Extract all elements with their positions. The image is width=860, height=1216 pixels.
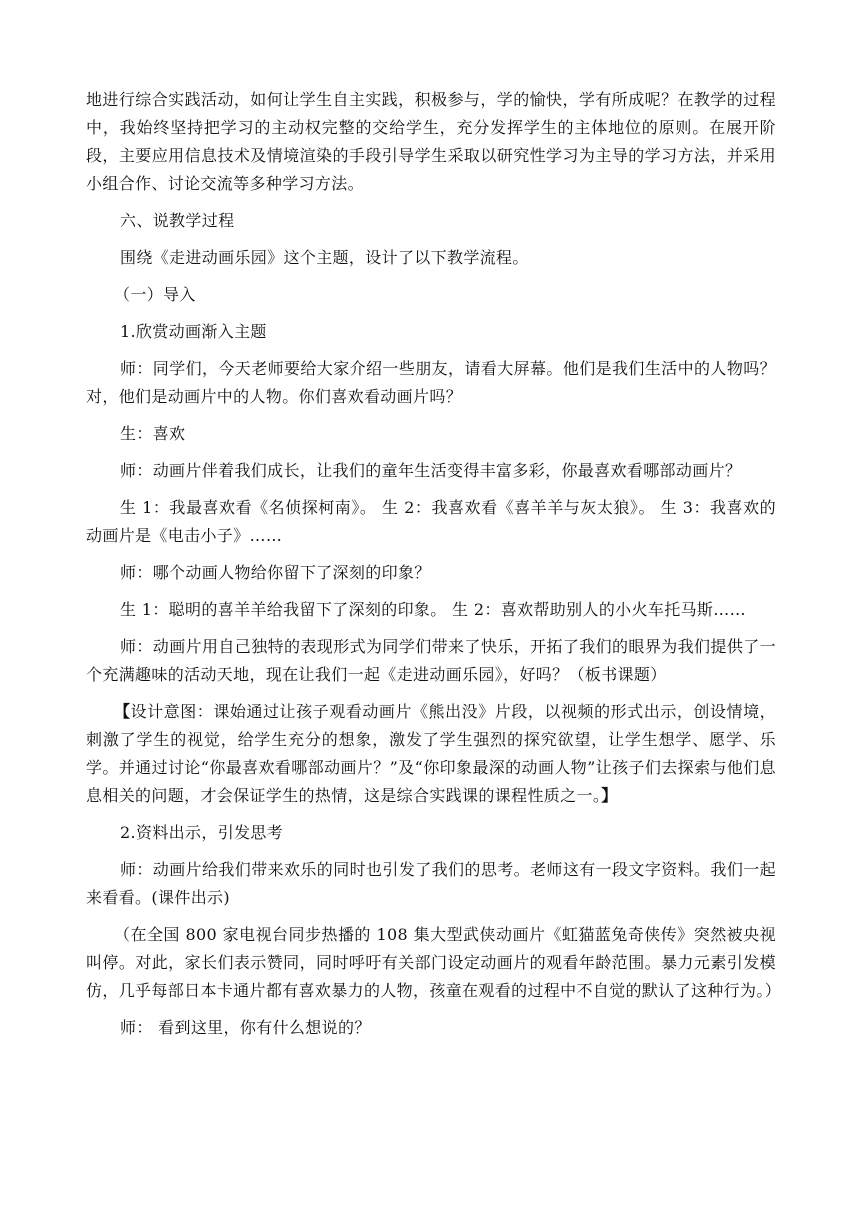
design-note-open-bracket: 【: [114, 702, 131, 721]
document-body: [86, 86, 782, 1051]
dialogue-teacher-6: 师： 看到这里，你有什么想说的？: [120, 1018, 371, 1037]
paragraph-method-summary: 地进行综合实践活动，如何让学生自主实践，积极参与，学的愉快，学有所成呢？在教学的过程中，我始终坚持把学习的主动权完整的交给学生，充分发挥学生的主体地位的原则。在展开阶段，主要应用信息技术及情境渲染的手段引导学生采取以研究性学习为主导的学习方法，并采用小组合作、讨论交流等多种学习方法。: [86, 90, 776, 193]
dialogue-students-3: 生 1：聪明的喜羊羊给我留下了深刻的印象。 生 2：喜欢帮助别人的小火车托马斯……: [120, 600, 746, 619]
dialogue-teacher-5: 师：动画片给我们带来欢乐的同时也引发了我们的思考。老师这有一段文字资料。我们一起来看看。(课件出示): [86, 860, 776, 907]
dialogue-teacher-2: 师：动画片伴着我们成长，让我们的童年生活变得丰富多彩，你最喜欢看哪部动画片？: [120, 461, 742, 480]
dialogue-teacher-1: 师：同学们，今天老师要给大家介绍一些朋友，请看大屏幕。他们是我们生活中的人物吗？对，他们是动画片中的人物。你们喜欢看动画片吗？: [86, 359, 776, 406]
design-intent-note: [86, 698, 776, 810]
dialogue-students-2: 生 1：我最喜欢看《名侦探柯南》。 生 2：我喜欢看《喜羊羊与灰太狼》。 生 3：我喜欢的动画片是《电击小子》……: [86, 498, 776, 545]
dialogue-student-1: 生：喜欢: [120, 424, 186, 443]
dialogue-teacher-4: 师：动画片用自己独特的表现形式为同学们带来了快乐，开拓了我们的眼界为我们提供了一个充满趣味的活动天地，现在让我们一起《走进动画乐园》，好吗？（板书课题）: [86, 637, 776, 684]
section-heading-teaching-process: 六、说教学过程: [120, 211, 235, 230]
quoted-material: （在全国 800 家电视台同步热播的 108 集大型武侠动画片《虹猫蓝兔奇侠传》突然被央视叫停。对此，家长们表示赞同，同时呼吁有关部门设定动画片的观看年龄范围。暴力元素引发模仿，几乎每部日本卡通片都有喜欢暴力的人物，孩童在观看的过程中不自觉的默认了这种行为。）: [86, 925, 782, 1000]
design-note-close-bracket: 】: [601, 786, 618, 805]
dialogue-teacher-3: 师：哪个动画人物给你留下了深刻的印象？: [120, 563, 431, 582]
design-note-text: 设计意图：课始通过让孩子观看动画片《熊出没》片段，以视频的形式出示，创设情境，刺激了学生的视觉，给学生充分的想象，激发了学生强烈的探究欲望，让学生想学、愿学、乐学。并通过讨论“你最喜欢看哪部动画片？”及“你印象最深的动画人物”让孩子们去探索与他们息息相关的问题，才会保证学生的热情，这是综合实践课的课程性质之一。: [86, 702, 776, 805]
step-heading-1: 1.欣赏动画渐入主题: [120, 322, 267, 341]
step-heading-2: 2.资料出示，引发思考: [120, 823, 284, 842]
subsection-heading-introduction: （一）导入: [114, 285, 196, 304]
paragraph-theme-intro: 围绕《走进动画乐园》这个主题，设计了以下教学流程。: [120, 248, 529, 267]
